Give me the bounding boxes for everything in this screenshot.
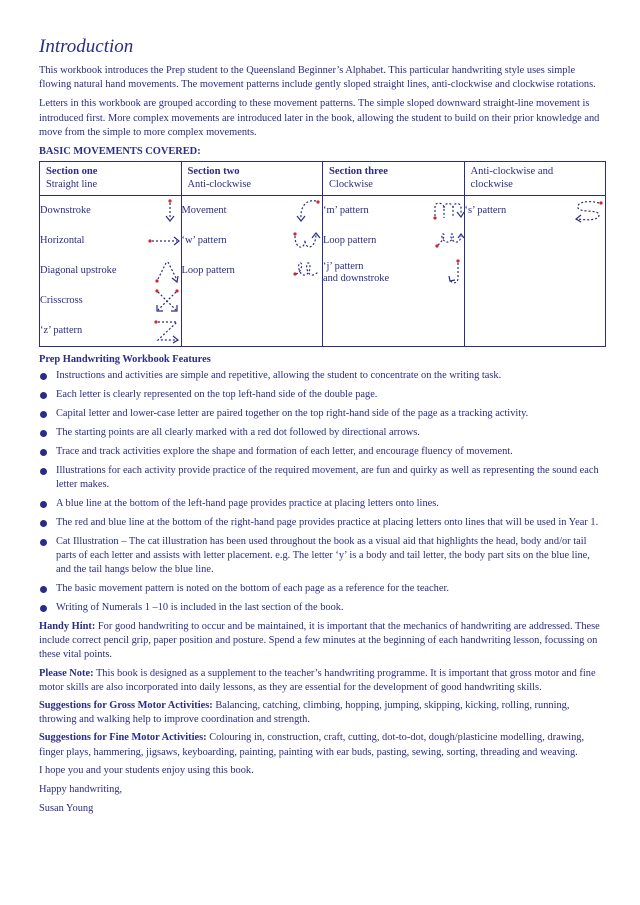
feature-text: The red and blue line at the bottom of the right-hand page provides practice at placing letters onto lines that will be used in Year 1. bbox=[56, 517, 599, 529]
movement-row bbox=[323, 256, 464, 290]
features-title: Prep Handwriting Workbook Features bbox=[39, 354, 211, 366]
feature-text: A blue line at the bottom of the left-hand page provides practice at placing letters onto lines. bbox=[56, 498, 439, 510]
m-pattern-icon bbox=[432, 200, 464, 222]
column-title: Anti-clockwise and bbox=[470, 166, 554, 178]
bullet-icon bbox=[40, 520, 47, 527]
intro bbox=[39, 64, 607, 140]
movement-row bbox=[323, 196, 464, 226]
please-note-text: This book is designed as a supplement to the teacher’s handwriting programme. It is important that gross motor and fine motor skills are also incorporated into daily lessons, as they are essential for the development of good handwriting skills. bbox=[39, 667, 596, 693]
movement-label: Horizontal bbox=[40, 235, 85, 247]
list-item bbox=[39, 426, 607, 440]
list-item bbox=[39, 582, 607, 596]
feature-text: Cat Illustration – The cat illustration has been used throughout the book as a visual aid that highlights the head, body and/or tail parts of each letter and assists with letter placement. e.g. The letter ‘y’ is a body and tail letter, the body part sits on the blue line, and the tail hangs below the blue line. bbox=[56, 536, 590, 576]
column-subtitle: Clockwise bbox=[329, 179, 373, 191]
crisscross-icon bbox=[153, 287, 181, 315]
movement-label: Diagonal upstroke bbox=[40, 265, 117, 277]
gross-motor-suggestions bbox=[39, 699, 607, 727]
movements-table-body bbox=[40, 196, 606, 347]
loop-pattern-icon bbox=[292, 260, 322, 282]
feature-text: Trace and track activities explore the shape and formation of each letter, and encourage fluency of movement. bbox=[56, 446, 513, 458]
gross-motor-text: Balancing, catching, climbing, hopping, jumping, skipping, kicking, rolling, running, throwing and walking help to improve coordination and strength. bbox=[39, 700, 570, 726]
bullet-icon bbox=[40, 501, 47, 508]
bullet-icon bbox=[40, 586, 47, 593]
feature-text: The starting points are all clearly marked with a red dot followed by directional arrows. bbox=[56, 427, 420, 439]
bullet-icon bbox=[40, 411, 47, 418]
bullet-icon bbox=[40, 430, 47, 437]
anticlockwise-movement-icon bbox=[296, 197, 322, 225]
fine-motor-suggestions bbox=[39, 731, 607, 759]
movement-row bbox=[182, 226, 323, 256]
basic-movements-title: BASIC MOVEMENTS COVERED: bbox=[39, 146, 201, 158]
column-header bbox=[323, 162, 465, 196]
movement-row bbox=[182, 196, 323, 226]
movement-label: Crisscross bbox=[40, 295, 83, 307]
fine-motor-label: Suggestions for Fine Motor Activities: bbox=[39, 732, 207, 744]
bullet-icon bbox=[40, 468, 47, 475]
fine-motor-text: Colouring in, construction, craft, cutting, dot-to-dot, dough/plasticine modelling, drawing, finger plays, hammering, jigsaws, keyboarding, painting, painting with ear buds, pasting, sewing, sorting, threading and weaving. bbox=[39, 732, 585, 758]
feature-text: Instructions and activities are simple and repetitive, allowing the student to concentrate on the writing task. bbox=[56, 370, 502, 382]
list-item bbox=[39, 369, 607, 383]
list-item bbox=[39, 407, 607, 421]
horizontal-icon bbox=[147, 234, 181, 248]
list-item bbox=[39, 516, 607, 530]
movement-label: ‘w’ pattern bbox=[181, 235, 227, 247]
movement-label: Movement bbox=[181, 205, 227, 217]
author-name: Susan Young bbox=[39, 802, 94, 814]
content bbox=[39, 36, 607, 821]
bullet-icon bbox=[40, 605, 47, 612]
movement-row bbox=[40, 256, 181, 286]
intro-paragraph: This workbook introduces the Prep student to the Queensland Beginner’s Alphabet. This particular handwriting style uses simple flowing natural hand movements. The movement patterns include gently sloped straight lines, anti-clockwise and clockwise rotations. bbox=[39, 65, 596, 91]
column-header bbox=[40, 162, 182, 196]
handy-hint-label: Handy Hint: bbox=[39, 621, 96, 633]
list-item bbox=[39, 601, 607, 615]
j-pattern-icon bbox=[440, 258, 464, 288]
movement-row bbox=[323, 226, 464, 256]
closing-line: I hope you and your students enjoy using this book. bbox=[39, 764, 254, 776]
handy-hint bbox=[39, 620, 607, 663]
page-title: Introduction bbox=[39, 36, 134, 57]
column-title: Section three bbox=[329, 166, 388, 178]
movement-row bbox=[182, 256, 323, 286]
column-title: Section one bbox=[46, 166, 98, 178]
movement-row bbox=[40, 196, 181, 226]
movement-label: ‘z’ pattern bbox=[40, 325, 83, 337]
movement-row bbox=[40, 316, 181, 346]
bullet-icon bbox=[40, 449, 47, 456]
features-list bbox=[39, 369, 607, 615]
movement-label: Downstroke bbox=[40, 205, 91, 217]
w-pattern-icon bbox=[292, 230, 322, 252]
section-four-column bbox=[464, 196, 606, 347]
column-subtitle: Anti-clockwise bbox=[187, 179, 251, 191]
column-header bbox=[464, 162, 606, 196]
z-pattern-icon bbox=[153, 318, 181, 344]
feature-text: The basic movement pattern is noted on the bottom of each page as a reference for the teacher. bbox=[56, 583, 449, 595]
feature-text: Capital letter and lower-case letter are paired together on the top right-hand side of the page as a tracking activity. bbox=[56, 408, 529, 420]
intro-paragraph: Letters in this workbook are grouped according to these movement patterns. The simple sloped downward straight-line movement is introduced first. More complex movements are introduced later in the book, allowing the student to build on their prior knowledge and move from the simple to more complex movements. bbox=[39, 98, 600, 138]
feature-text: Each letter is clearly represented on the top left-hand side of the double page. bbox=[56, 389, 378, 401]
s-pattern-icon bbox=[571, 199, 605, 223]
section-three-column bbox=[323, 196, 465, 347]
movements-table bbox=[39, 161, 606, 347]
signoff-line: Happy handwriting, bbox=[39, 783, 123, 795]
list-item bbox=[39, 445, 607, 459]
feature-text: Illustrations for each activity provide practice of the required movement, are fun and quirky as well as representing the sound each letter makes. bbox=[56, 465, 599, 491]
movement-label: ‘s’ pattern bbox=[464, 205, 507, 217]
list-item bbox=[39, 535, 607, 577]
movement-row bbox=[40, 286, 181, 316]
clockwise-loop-icon bbox=[434, 230, 464, 252]
gross-motor-label: Suggestions for Gross Motor Activities: bbox=[39, 700, 213, 712]
column-title: Section two bbox=[187, 166, 240, 178]
feature-text: Writing of Numerals 1 –10 is included in the last section of the book. bbox=[56, 602, 344, 614]
bullet-icon bbox=[40, 539, 47, 546]
list-item bbox=[39, 497, 607, 511]
downstroke-icon bbox=[159, 198, 181, 224]
column-header bbox=[181, 162, 323, 196]
movement-label: Loop pattern bbox=[181, 265, 235, 277]
movement-label: ‘j’ pattern and downstroke bbox=[323, 261, 390, 285]
movement-row bbox=[40, 226, 181, 256]
movements-table-header bbox=[40, 162, 606, 196]
bullet-icon bbox=[40, 373, 47, 380]
movement-label: ‘m’ pattern bbox=[323, 205, 369, 217]
list-item bbox=[39, 464, 607, 492]
movement-label: Loop pattern bbox=[323, 235, 377, 247]
please-note-label: Please Note: bbox=[39, 667, 94, 679]
handy-hint-text: For good handwriting to occur and be maintained, it is important that the mechanics of handwriting are addressed. These include correct pencil grip, paper position and posture. Spend a few minutes at the beginning of each handwriting lesson, focussing on these vital points. bbox=[39, 621, 600, 661]
movement-row bbox=[465, 196, 606, 226]
column-subtitle: Straight line bbox=[46, 179, 98, 191]
diagonal-upstroke-icon bbox=[153, 257, 181, 285]
column-subtitle: clockwise bbox=[470, 179, 513, 191]
section-one-column bbox=[40, 196, 182, 347]
section-two-column bbox=[181, 196, 323, 347]
list-item bbox=[39, 388, 607, 402]
please-note bbox=[39, 667, 607, 695]
bullet-icon bbox=[40, 392, 47, 399]
